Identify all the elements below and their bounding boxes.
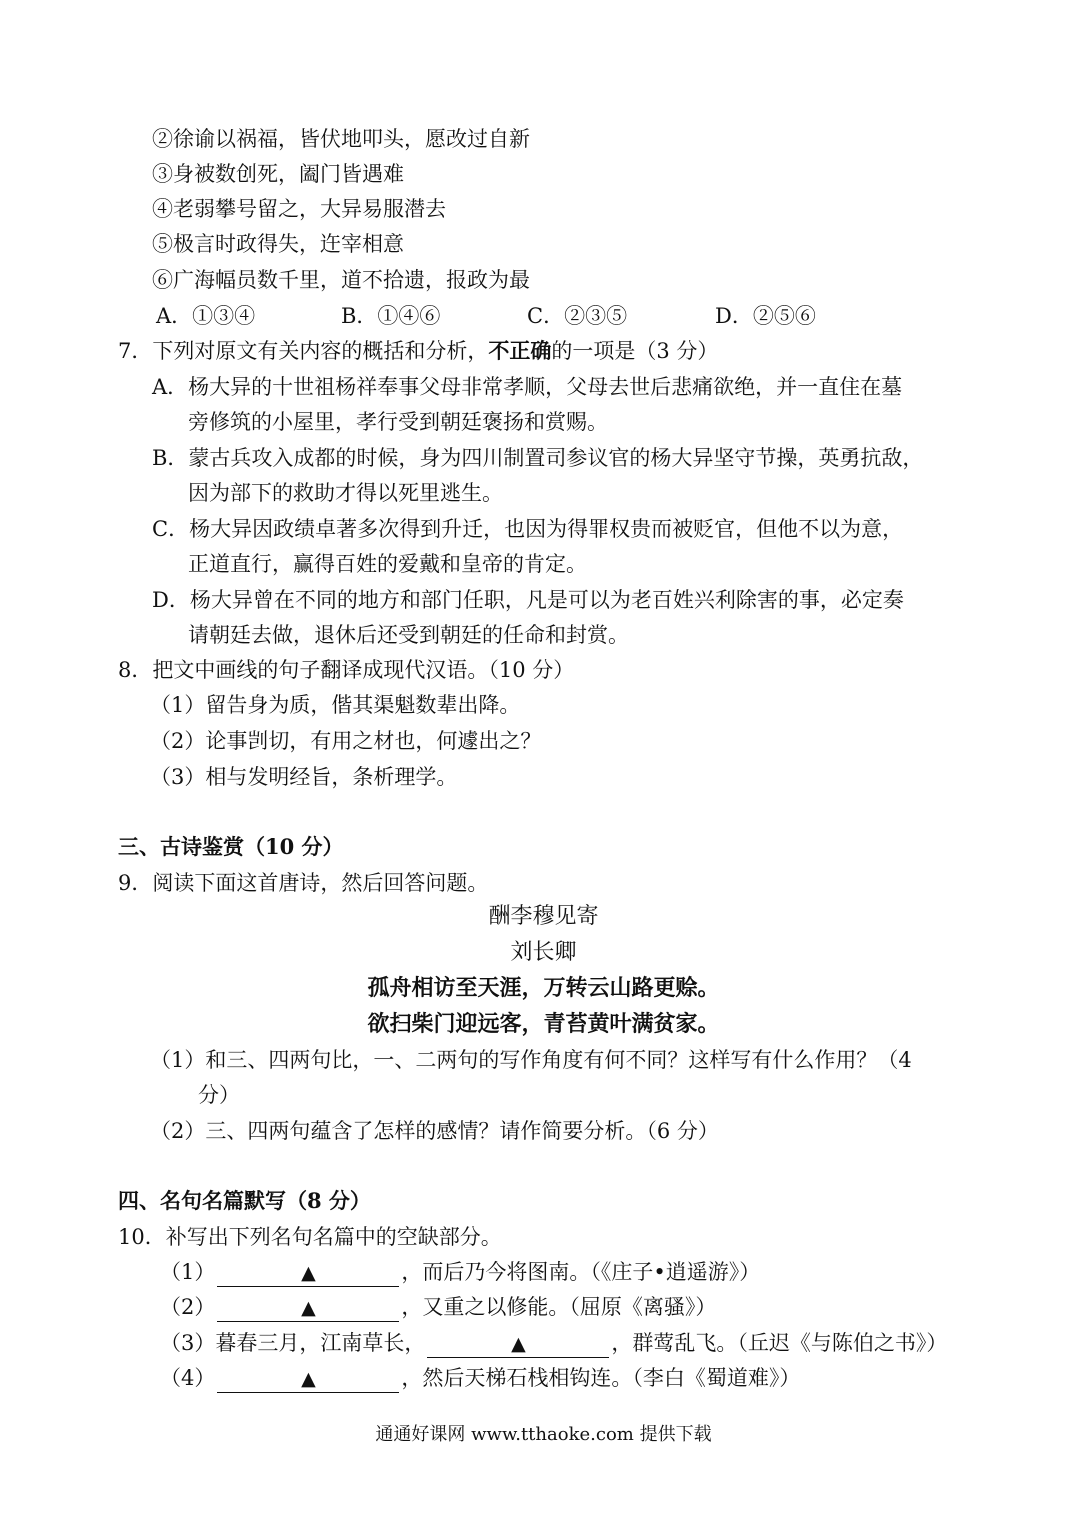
q10-row-2-num: （2） (160, 1295, 216, 1319)
q8-sentence-3: （3）相与发明经旨，条析理学。 (150, 765, 458, 789)
q10-stem: 10．补写出下列名句名篇中的空缺部分。 (118, 1225, 502, 1249)
q8-stem: 8．把文中画线的句子翻译成现代汉语。（10 分） (118, 658, 575, 682)
q6-option-a: A．①③④ (156, 304, 256, 328)
q7-stem-pre: 7．下列对原文有关内容的概括和分析， (118, 339, 489, 363)
q9-stem: 9．阅读下面这首唐诗，然后回答问题。 (118, 871, 489, 895)
q10-row-2 (160, 1292, 716, 1322)
section-3-heading: 三、古诗鉴赏（10 分） (118, 834, 344, 859)
q7-option-b-line1: B．蒙古兵攻入成都的时候，身为四川制置司参议官的杨大异坚守节操，英勇抗敌， (152, 446, 924, 470)
q10-row-4 (160, 1363, 800, 1393)
q6-item-5: ⑤极言时政得失，迕宰相意 (152, 232, 404, 256)
q8-sentence-1: （1）留告身为质，偕其渠魁数辈出降。 (150, 693, 521, 717)
q9-sub-1-line2: 分） (198, 1083, 240, 1107)
q10-row-1-text: ，而后乃今将图南。（《庄子•逍遥游》） (401, 1260, 761, 1284)
q10-row-3-text-pre: （3）暮春三月，江南草长， (160, 1331, 426, 1355)
q6-item-4: ④老弱攀号留之，大异易服潜去 (152, 197, 446, 221)
q10-row-4-text: ，然后天梯石栈相钩连。（李白《蜀道难》） (401, 1366, 801, 1390)
q7-stem (118, 336, 718, 366)
q10-row-1-num: （1） (160, 1260, 216, 1284)
q6-option-c: C．②③⑤ (527, 304, 628, 328)
poem-title: 酬李穆见寄 (488, 904, 599, 929)
q8-sentence-2: （2）论事剀切，有用之材也，何遽出之？ (150, 729, 542, 753)
q7-option-a-line1: A．杨大异的十世祖杨祥奉事父母非常孝顺，父母去世后悲痛欲绝，并一直住在墓 (152, 375, 903, 399)
q9-sub-1-line1: （1）和三、四两句比，一、二两句的写作角度有何不同？这样写有什么作用？（4 (150, 1048, 912, 1072)
answer-blank-1[interactable]: ▲ (217, 1260, 399, 1287)
answer-blank-2[interactable]: ▲ (217, 1295, 399, 1322)
q10-row-4-num: （4） (160, 1366, 216, 1390)
q7-stem-post: 的一项是（3 分） (551, 339, 719, 363)
q10-row-1 (160, 1257, 760, 1287)
poem-author: 刘长卿 (510, 940, 577, 965)
q10-row-3 (160, 1328, 947, 1358)
q7-option-d-line1: D．杨大异曾在不同的地方和部门任职，凡是可以为老百姓兴利除害的事，必定奏 (152, 588, 904, 612)
q6-item-2: ②徐谕以祸福，皆伏地叩头，愿改过自新 (152, 127, 530, 151)
q7-option-c-line2: 正道直行，赢得百姓的爱戴和皇帝的肯定。 (188, 552, 587, 576)
q10-row-3-text-post: ，群莺乱飞。（丘迟《与陈伯之书》） (611, 1331, 948, 1355)
poem-line-2: 欲扫柴门迎远客，青苔黄叶满贫家。 (367, 1012, 720, 1037)
section-4-heading: 四、名句名篇默写（8 分） (118, 1188, 371, 1213)
q7-option-d-line2: 请朝廷去做，退休后还受到朝廷的任命和封赏。 (188, 623, 629, 647)
q7-stem-emphasis: 不正确 (488, 338, 552, 363)
q9-sub-2: （2）三、四两句蕴含了怎样的感情？请作简要分析。（6 分） (150, 1119, 719, 1143)
page-footer: 通通好课网 www.tthaoke.com 提供下载 (375, 1424, 712, 1445)
q7-option-a-line2: 旁修筑的小屋里，孝行受到朝廷褒扬和赏赐。 (188, 410, 608, 434)
answer-blank-4[interactable]: ▲ (217, 1366, 399, 1393)
q10-row-2-text: ，又重之以修能。（屈原《离骚》） (401, 1295, 717, 1319)
q7-option-c-line1: C．杨大异因政绩卓著多次得到升迁，也因为得罪权贵而被贬官，但他不以为意， (152, 517, 904, 541)
q6-item-3: ③身被数创死，阖门皆遇难 (152, 162, 404, 186)
q6-option-b: B．①④⑥ (341, 304, 441, 328)
answer-blank-3[interactable]: ▲ (427, 1331, 609, 1358)
poem-line-1: 孤舟相访至天涯，万转云山路更赊。 (367, 976, 720, 1001)
q7-option-b-line2: 因为部下的救助才得以死里逃生。 (188, 481, 503, 505)
q6-option-d: D．②⑤⑥ (715, 304, 816, 328)
q6-item-6: ⑥广海幅员数千里，道不拾遗，报政为最 (152, 268, 530, 292)
